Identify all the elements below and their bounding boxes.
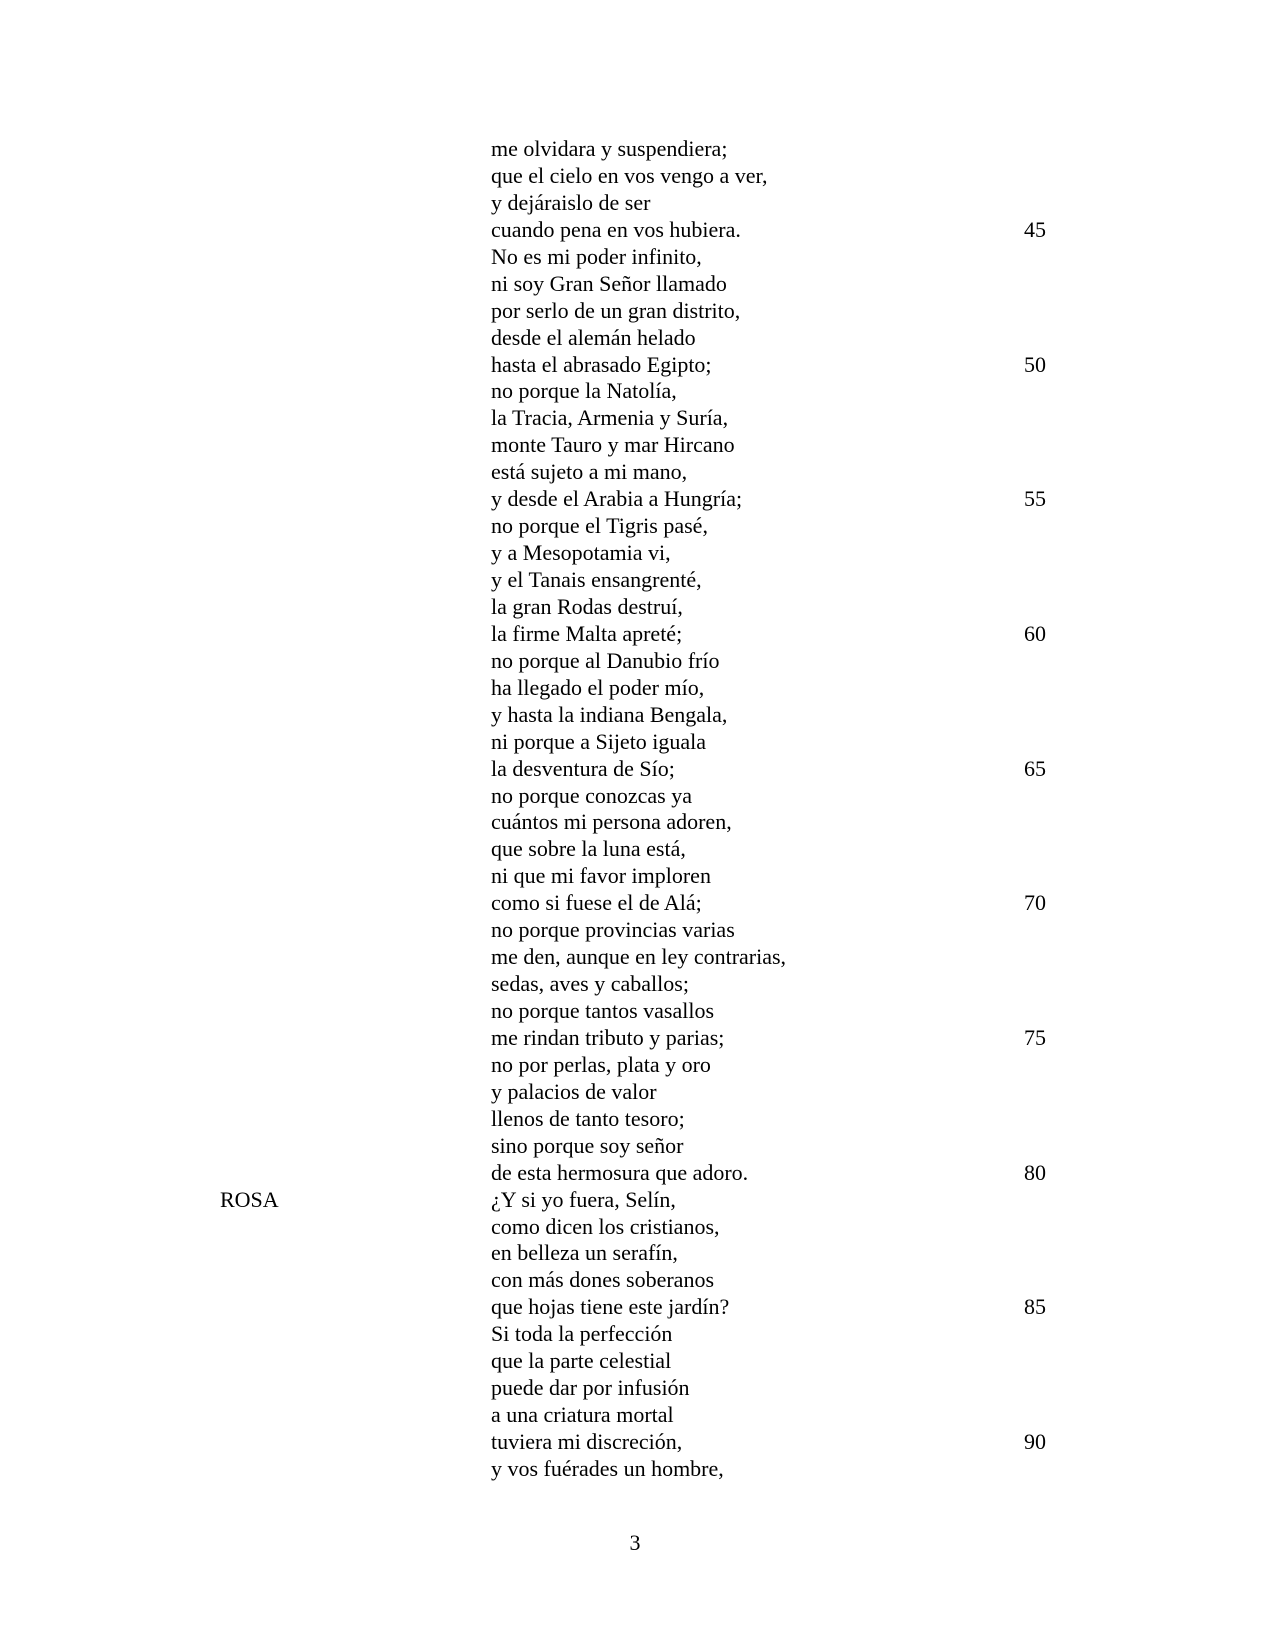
verse-line bbox=[0, 271, 1275, 298]
verse-line bbox=[0, 1240, 1275, 1267]
verse-text: no porque la Natolía, bbox=[491, 378, 677, 404]
verse-text: y a Mesopotamia vi, bbox=[491, 540, 671, 566]
verse-line bbox=[0, 298, 1275, 325]
verse-text: no porque tantos vasallos bbox=[491, 998, 715, 1023]
line-number: 85 bbox=[1024, 1294, 1046, 1320]
verse-text: cuando pena en vos hubiera. bbox=[491, 216, 741, 242]
line-number: 55 bbox=[1024, 486, 1046, 512]
verse-text: que el cielo en vos vengo a ver, bbox=[491, 162, 768, 188]
verse-text: me olvidara y suspendiera; bbox=[491, 136, 728, 161]
verse-text: y vos fuérades un hombre, bbox=[491, 1455, 724, 1481]
verse-line bbox=[0, 1456, 1275, 1483]
verse-line bbox=[0, 890, 1275, 917]
verse-text: que la parte celestial bbox=[491, 1348, 672, 1374]
verse-line bbox=[0, 621, 1275, 648]
verse-text: no porque conozcas ya bbox=[491, 782, 692, 808]
line-number: 75 bbox=[1024, 1024, 1046, 1050]
verse-line bbox=[0, 998, 1275, 1025]
verse-text: la Tracia, Armenia y Suría, bbox=[491, 405, 729, 431]
verse-line bbox=[0, 1348, 1275, 1375]
verse-text: la firme Malta apreté; bbox=[491, 620, 683, 646]
verse-line bbox=[0, 863, 1275, 890]
verse-line bbox=[0, 540, 1275, 567]
verse-line bbox=[0, 971, 1275, 998]
verse-text: y dejáraislo de ser bbox=[491, 189, 651, 215]
verse-line bbox=[0, 809, 1275, 836]
verse-text: monte Tauro y mar Hircano bbox=[491, 432, 735, 458]
verse-line bbox=[0, 325, 1275, 352]
verse-line bbox=[0, 513, 1275, 540]
verse-text: y hasta la indiana Bengala, bbox=[491, 701, 728, 727]
verse-line bbox=[0, 486, 1275, 513]
verse-line bbox=[0, 1160, 1275, 1187]
verse-line bbox=[0, 217, 1275, 244]
line-number: 60 bbox=[1024, 620, 1046, 646]
verse-line bbox=[0, 756, 1275, 783]
verse-line bbox=[0, 648, 1275, 675]
verse-text: que sobre la luna está, bbox=[491, 836, 686, 862]
verse-line bbox=[0, 1025, 1275, 1052]
verse-line bbox=[0, 432, 1275, 459]
verse-line bbox=[0, 1052, 1275, 1079]
verse-text: no porque provincias varias bbox=[491, 917, 735, 943]
verse-line bbox=[0, 190, 1275, 217]
verse-text: ni porque a Sijeto iguala bbox=[491, 728, 707, 754]
verse-line bbox=[0, 675, 1275, 702]
verse-text: que hojas tiene este jardín? bbox=[491, 1294, 730, 1320]
verse-line bbox=[0, 1214, 1275, 1241]
verse-text: hasta el abrasado Egipto; bbox=[491, 351, 712, 377]
verse-text: no porque al Danubio frío bbox=[491, 647, 720, 673]
verse-line bbox=[0, 594, 1275, 621]
verse-text: sedas, aves y caballos; bbox=[491, 971, 689, 997]
verse-line bbox=[0, 378, 1275, 405]
verse-line bbox=[0, 917, 1275, 944]
verse-text: Si toda la perfección bbox=[491, 1321, 673, 1347]
verse-line bbox=[0, 729, 1275, 756]
verse-text: No es mi poder infinito, bbox=[491, 243, 702, 269]
verse-text: a una criatura mortal bbox=[491, 1402, 674, 1428]
verse-line bbox=[0, 1079, 1275, 1106]
verse-text: ni que mi favor imploren bbox=[491, 863, 711, 889]
line-number: 90 bbox=[1024, 1429, 1046, 1454]
verse-text: desde el alemán helado bbox=[491, 324, 696, 350]
verse-line bbox=[0, 836, 1275, 863]
verse-text: ¿Y si yo fuera, Selín, bbox=[491, 1186, 676, 1212]
verse-text: ha llegado el poder mío, bbox=[491, 674, 705, 700]
verse-line bbox=[0, 944, 1275, 971]
verse-text: me den, aunque en ley contrarias, bbox=[491, 944, 787, 970]
speaker-name: ROSA bbox=[220, 1186, 279, 1212]
line-number: 80 bbox=[1024, 1159, 1046, 1185]
line-number: 45 bbox=[1024, 216, 1046, 242]
verse-text: tuviera mi discreción, bbox=[491, 1429, 683, 1454]
verse-line bbox=[0, 163, 1275, 190]
verse-line bbox=[0, 459, 1275, 486]
verse-text: la desventura de Sío; bbox=[491, 755, 675, 781]
verse-text: no porque el Tigris pasé, bbox=[491, 513, 708, 539]
verse-text: sino porque soy señor bbox=[491, 1132, 684, 1158]
verse-text: y desde el Arabia a Hungría; bbox=[491, 486, 743, 512]
verse-text: no por perlas, plata y oro bbox=[491, 1051, 711, 1077]
line-number: 50 bbox=[1024, 351, 1046, 377]
verse-line bbox=[0, 783, 1275, 810]
verse-line bbox=[0, 352, 1275, 379]
line-number: 70 bbox=[1024, 890, 1046, 916]
verse-line bbox=[0, 1429, 1275, 1456]
verse-text: me rindan tributo y parias; bbox=[491, 1024, 725, 1050]
verse-line bbox=[0, 244, 1275, 271]
verse-text: cuántos mi persona adoren, bbox=[491, 809, 732, 835]
verse-line bbox=[0, 405, 1275, 432]
verse-text: puede dar por infusión bbox=[491, 1375, 690, 1401]
verse-text: de esta hermosura que adoro. bbox=[491, 1159, 749, 1185]
verse-text: como dicen los cristianos, bbox=[491, 1213, 720, 1239]
verse-text: está sujeto a mi mano, bbox=[491, 459, 688, 485]
verse-text: como si fuese el de Alá; bbox=[491, 890, 702, 916]
verse-line bbox=[0, 1187, 1275, 1214]
verse-line bbox=[0, 1133, 1275, 1160]
verse-text: llenos de tanto tesoro; bbox=[491, 1105, 685, 1131]
verse-text: con más dones soberanos bbox=[491, 1267, 715, 1293]
verse-line bbox=[0, 136, 1275, 163]
verse-line bbox=[0, 1375, 1275, 1402]
verse-line bbox=[0, 1267, 1275, 1294]
verse-text: ni soy Gran Señor llamado bbox=[491, 270, 727, 296]
verse-line bbox=[0, 1402, 1275, 1429]
verse-text: por serlo de un gran distrito, bbox=[491, 297, 741, 323]
verse-text: y palacios de valor bbox=[491, 1078, 657, 1104]
verse-block bbox=[0, 136, 1275, 1483]
verse-line bbox=[0, 1321, 1275, 1348]
verse-line bbox=[0, 1106, 1275, 1133]
verse-text: en belleza un serafín, bbox=[491, 1240, 678, 1266]
page-number: 3 bbox=[629, 1530, 641, 1555]
verse-line bbox=[0, 1294, 1275, 1321]
verse-text: la gran Rodas destruí, bbox=[491, 593, 683, 619]
verse-line bbox=[0, 567, 1275, 594]
verse-line bbox=[0, 702, 1275, 729]
line-number: 65 bbox=[1024, 755, 1046, 781]
verse-text: y el Tanais ensangrenté, bbox=[491, 567, 702, 592]
